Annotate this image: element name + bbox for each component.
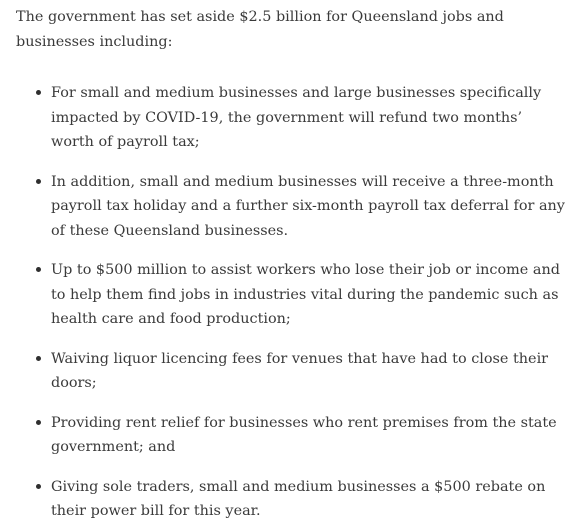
list-item [36,347,568,396]
bullet-icon [36,267,41,272]
list-item [36,170,568,244]
bullet-list [36,81,568,524]
bullet-icon [36,179,41,184]
list-item-text: In addition, small and medium businesses will receive a three-month payroll tax holiday and a further six-month payroll tax deferral for any of these Queensland businesses. [51,173,565,239]
list-item [36,81,568,155]
bullet-icon [36,484,41,489]
intro-paragraph: The government has set aside $2.5 billion for Queensland jobs and businesses including: [16,9,504,50]
list-item-text: Giving sole traders, small and medium businesses a $500 rebate on their power bill for this year. [51,478,546,519]
list-item-text: Up to $500 million to assist workers who lose their job or income and to help them find jobs in industries vital during the pandemic such as health care and food production; [51,262,560,327]
list-item-text: Waiving liquor licencing fees for venues that have had to close their doors; [51,350,549,391]
bullet-icon [36,356,41,361]
list-item [36,258,568,332]
bullet-icon [36,90,41,95]
list-item-text: For small and medium businesses and large businesses specifically impacted by COVID-19, the government will refund two months’ worth of payroll tax; [51,85,542,150]
list-item-text: Providing rent relief for businesses who rent premises from the state government; and [51,414,557,455]
list-item [36,411,568,460]
bullet-icon [36,420,41,425]
list-item [36,475,568,524]
